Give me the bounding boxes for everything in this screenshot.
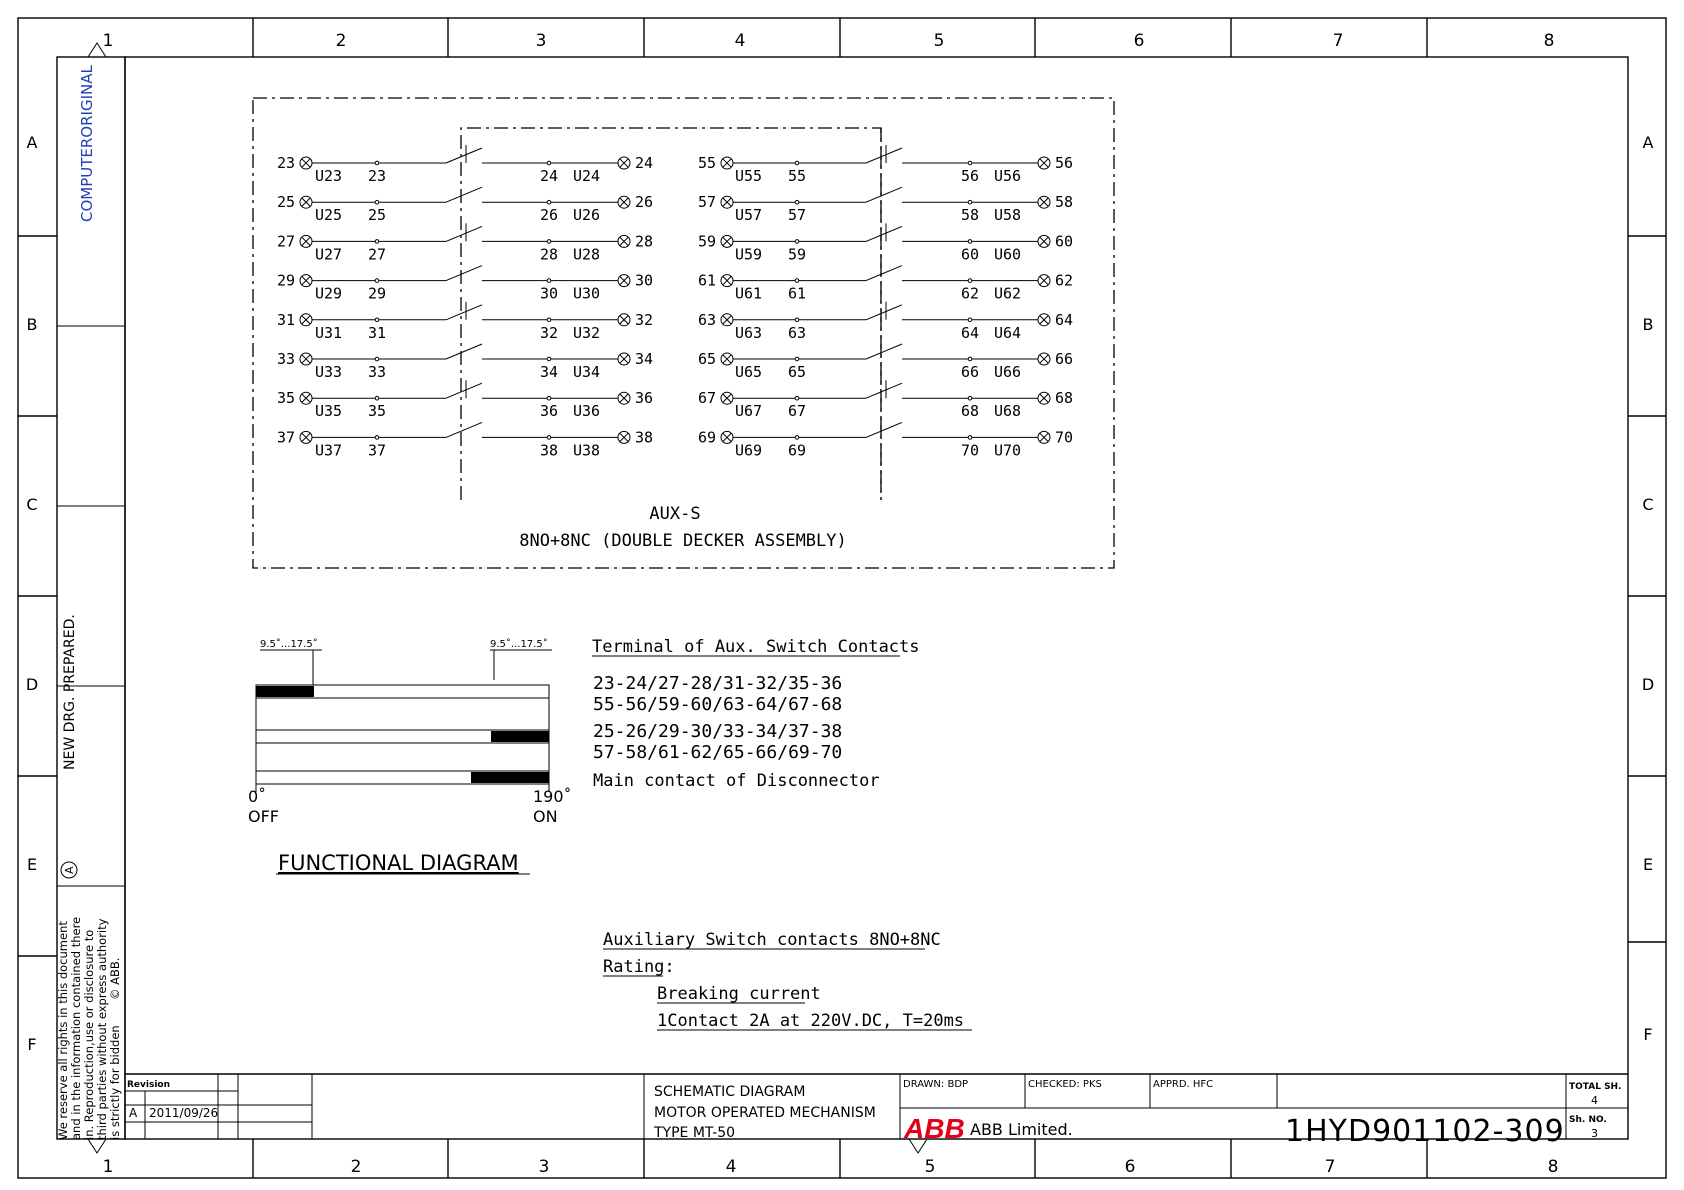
node-label-34: 34 [539, 363, 559, 381]
switch-blade-23-24 [446, 148, 482, 163]
node-27 [375, 240, 379, 244]
rating-notes [603, 930, 972, 1031]
col-label-7: 7 [1332, 31, 1344, 51]
wire-tag-U63: U63 [735, 323, 763, 342]
computer-original-stamp: COMPUTERORIGINAL [78, 65, 96, 222]
functional-diagram [248, 637, 920, 875]
legend-line-4: 57-58/61-62/65-66/69-70 [593, 742, 843, 763]
drawing-number: 1HYD901102-309 [1285, 1114, 1565, 1149]
node-60 [968, 240, 972, 244]
row-label-B: B [26, 315, 38, 334]
switch-blade-25-26 [446, 187, 482, 202]
switch-blade-37-38 [446, 422, 482, 437]
terminal-label-25: 25 [276, 193, 295, 212]
switch-blade-29-30 [446, 266, 482, 281]
row-label-E: E [26, 855, 38, 874]
wire-tag-U60: U60 [994, 245, 1022, 264]
node-33 [375, 357, 379, 361]
col-label-6: 6 [1133, 31, 1145, 51]
contact-rows [277, 145, 1073, 459]
switch-blade-67-68 [866, 383, 902, 398]
node-label-27: 27 [367, 245, 387, 264]
switch-blade-33-34 [446, 344, 482, 359]
drawn-by: DRAWN: BDP [903, 1079, 969, 1090]
angle-left-label: 9.5˚...17.5˚ [260, 639, 318, 650]
node-label-37: 37 [367, 441, 387, 460]
row-labels-left [26, 133, 38, 1054]
row-label-C-right: C [1642, 495, 1654, 514]
wire-tag-U37: U37 [315, 441, 343, 460]
row-label-D-right: D [1641, 675, 1655, 694]
node-68 [968, 396, 972, 400]
wire-tag-U58: U58 [994, 206, 1022, 225]
wire-tag-U35: U35 [315, 402, 343, 421]
terminal-label-24: 24 [635, 154, 654, 172]
copyright-block [56, 917, 122, 1140]
node-label-70: 70 [960, 441, 980, 460]
wire-tag-U67: U67 [735, 402, 763, 421]
wire-tag-U26: U26 [573, 206, 601, 225]
row-label-D: D [25, 675, 39, 694]
revision-date: 2011/09/26 [149, 1106, 219, 1120]
bar-nc-closed-segment [256, 686, 314, 697]
node-61 [795, 279, 799, 283]
node-label-24: 24 [539, 167, 559, 185]
node-67 [795, 396, 799, 400]
col-label-3: 3 [535, 31, 547, 51]
column-labels-top [103, 31, 1555, 51]
wire-tag-U69: U69 [735, 441, 763, 460]
terminal-label-55: 55 [697, 154, 716, 172]
aux-switch-block [253, 98, 1114, 568]
revision-mark: A [63, 866, 76, 874]
switch-blade-55-56 [866, 148, 902, 163]
node-label-58: 58 [960, 206, 980, 225]
terminal-label-38: 38 [635, 428, 654, 447]
wire-tag-U31: U31 [315, 323, 343, 342]
node-32 [547, 318, 551, 322]
terminal-label-59: 59 [697, 232, 716, 251]
node-label-31: 31 [367, 323, 387, 342]
wire-tag-U57: U57 [735, 206, 763, 225]
terminal-label-30: 30 [635, 271, 654, 290]
legend-heading: Terminal of Aux. Switch Contacts [592, 637, 920, 657]
revision-letter: A [129, 1106, 138, 1120]
mechanical-link-left [461, 128, 881, 500]
company-name: ABB Limited. [970, 1120, 1073, 1139]
title-block [125, 1074, 1628, 1149]
abb-logo-text: ABB [904, 1113, 965, 1144]
col-label-6-bottom: 6 [1124, 1157, 1136, 1177]
copyright-sign: © ABB. [108, 957, 122, 1000]
node-label-26: 26 [539, 206, 559, 225]
node-70 [968, 436, 972, 440]
node-23 [375, 161, 379, 165]
start-angle: 0˚ [248, 787, 267, 806]
terminal-label-56: 56 [1055, 154, 1074, 172]
wire-tag-U55: U55 [735, 167, 763, 185]
switch-blade-61-62 [866, 266, 902, 281]
node-label-38: 38 [539, 441, 559, 460]
terminal-label-58: 58 [1055, 193, 1074, 212]
node-label-28: 28 [539, 245, 559, 264]
wire-tag-U38: U38 [573, 441, 601, 460]
abb-logo-icon [903, 1113, 965, 1144]
sheet-number-label: Sh. NO. [1569, 1115, 1607, 1125]
node-label-64: 64 [960, 323, 980, 342]
terminal-label-34: 34 [635, 350, 654, 368]
row-label-B-right: B [1642, 315, 1654, 334]
wire-tag-U62: U62 [994, 284, 1022, 303]
col-label-1-bottom: 1 [102, 1157, 114, 1177]
drawing-frame [18, 18, 1666, 1178]
node-label-35: 35 [367, 402, 387, 421]
terminal-label-66: 66 [1055, 350, 1074, 368]
terminal-label-31: 31 [276, 310, 295, 329]
terminal-label-23: 23 [276, 154, 295, 172]
node-56 [968, 161, 972, 165]
wire-tag-U61: U61 [735, 284, 763, 303]
node-36 [547, 396, 551, 400]
checked-by: CHECKED: PKS [1028, 1079, 1102, 1090]
copyright-line-5: is strictly for bidden [108, 1025, 122, 1140]
terminal-label-33: 33 [276, 350, 295, 368]
node-69 [795, 436, 799, 440]
terminal-label-57: 57 [697, 193, 716, 212]
node-26 [547, 200, 551, 204]
col-label-5-bottom: 5 [924, 1157, 936, 1177]
switch-blade-59-60 [866, 226, 902, 241]
node-label-65: 65 [787, 363, 807, 381]
col-label-4: 4 [734, 31, 746, 51]
end-angle: 190˚ [533, 787, 572, 806]
copyright-line-2: and in the information contained there [69, 916, 83, 1140]
switch-blade-65-66 [866, 344, 902, 359]
wire-tag-U65: U65 [735, 363, 763, 381]
terminal-label-67: 67 [697, 389, 716, 408]
terminal-label-35: 35 [276, 389, 295, 408]
node-38 [547, 436, 551, 440]
terminal-label-70: 70 [1055, 428, 1074, 447]
terminal-label-63: 63 [697, 310, 716, 329]
node-65 [795, 357, 799, 361]
node-label-56: 56 [960, 167, 980, 185]
node-label-67: 67 [787, 402, 807, 421]
node-label-68: 68 [960, 402, 980, 421]
wire-tag-U64: U64 [994, 323, 1022, 342]
legend-line-1: 23-24/27-28/31-32/35-36 [593, 673, 843, 694]
col-label-7-bottom: 7 [1324, 1157, 1336, 1177]
row-label-F: F [27, 1035, 37, 1054]
legend-line-3: 25-26/29-30/33-34/37-38 [593, 721, 843, 742]
terminal-label-37: 37 [276, 428, 295, 447]
node-label-25: 25 [367, 206, 387, 225]
col-label-8-bottom: 8 [1547, 1157, 1559, 1177]
wire-tag-U56: U56 [994, 167, 1022, 185]
node-25 [375, 200, 379, 204]
switch-blade-31-32 [446, 305, 482, 320]
legend-line-5: Main contact of Disconnector [593, 771, 880, 791]
terminal-label-27: 27 [276, 232, 295, 251]
col-label-5: 5 [933, 31, 945, 51]
node-66 [968, 357, 972, 361]
node-label-62: 62 [960, 284, 980, 303]
note-breaking-current: Breaking current [657, 984, 821, 1004]
node-37 [375, 436, 379, 440]
node-29 [375, 279, 379, 283]
node-28 [547, 240, 551, 244]
node-label-32: 32 [539, 323, 559, 342]
wire-tag-U36: U36 [573, 402, 601, 421]
node-label-55: 55 [787, 167, 807, 185]
node-63 [795, 318, 799, 322]
title-desc-line-3: TYPE MT-50 [654, 1125, 736, 1141]
functional-title: FUNCTIONAL DIAGRAM [278, 851, 519, 875]
note-contact-rating: 1Contact 2A at 220V.DC, T=20ms [657, 1011, 965, 1031]
node-58 [968, 200, 972, 204]
end-state: ON [533, 807, 558, 826]
wire-tag-U33: U33 [315, 363, 343, 381]
sheet-number-value: 3 [1591, 1127, 1598, 1140]
terminal-label-61: 61 [697, 271, 716, 290]
terminal-label-60: 60 [1055, 232, 1074, 251]
terminal-label-69: 69 [697, 428, 716, 447]
node-label-69: 69 [787, 441, 807, 460]
node-30 [547, 279, 551, 283]
wire-tag-U24: U24 [573, 167, 601, 185]
wire-tag-U28: U28 [573, 245, 601, 264]
node-label-60: 60 [960, 245, 980, 264]
switch-blade-63-64 [866, 305, 902, 320]
node-label-66: 66 [960, 363, 980, 381]
node-55 [795, 161, 799, 165]
revision-note: NEW DRG. PREPARED. [62, 614, 78, 770]
wire-tag-U34: U34 [573, 363, 601, 381]
node-label-57: 57 [787, 206, 807, 225]
legend-line-2: 55-56/59-60/63-64/67-68 [593, 694, 843, 715]
node-57 [795, 200, 799, 204]
terminal-label-36: 36 [635, 389, 654, 408]
node-59 [795, 240, 799, 244]
wire-tag-U68: U68 [994, 402, 1022, 421]
terminal-label-65: 65 [697, 350, 716, 368]
copyright-line-1: We reserve all rights in this document [56, 921, 70, 1140]
title-desc-line-1: SCHEMATIC DIAGRAM [654, 1084, 806, 1100]
switch-blade-57-58 [866, 187, 902, 202]
wire-tag-U66: U66 [994, 363, 1022, 381]
revision-header: Revision [127, 1080, 171, 1090]
row-label-A-right: A [1642, 133, 1654, 152]
aux-title: AUX-S [649, 504, 701, 524]
terminal-label-32: 32 [635, 310, 654, 329]
node-label-23: 23 [367, 167, 387, 185]
switch-blade-69-70 [866, 422, 902, 437]
title-desc-line-2: MOTOR OPERATED MECHANISM [654, 1105, 876, 1121]
row-labels-right [1642, 133, 1654, 1044]
wire-tag-U29: U29 [315, 284, 343, 303]
wire-tag-U59: U59 [735, 245, 763, 264]
approved-by: APPRD. HFC [1153, 1079, 1214, 1090]
terminal-label-28: 28 [635, 232, 654, 251]
terminal-label-26: 26 [635, 193, 654, 212]
row-label-E-right: E [1642, 855, 1654, 874]
start-state: OFF [248, 807, 279, 826]
angle-right-label: 9.5˚...17.5˚ [490, 639, 548, 650]
col-label-1: 1 [102, 31, 114, 51]
note-aux-contacts: Auxiliary Switch contacts 8NO+8NC [603, 930, 941, 950]
node-label-36: 36 [539, 402, 559, 421]
wire-tag-U70: U70 [994, 441, 1022, 460]
bar-main-closed-segment [471, 772, 549, 783]
note-rating: Rating: [603, 957, 675, 977]
node-label-59: 59 [787, 245, 807, 264]
node-label-61: 61 [787, 284, 807, 303]
node-label-30: 30 [539, 284, 559, 303]
col-label-8: 8 [1543, 31, 1555, 51]
side-strip [56, 57, 125, 1140]
row-label-F-right: F [1643, 1025, 1653, 1044]
terminal-label-64: 64 [1055, 310, 1074, 329]
wire-tag-U25: U25 [315, 206, 343, 225]
row-label-C: C [26, 495, 38, 514]
col-label-2-bottom: 2 [350, 1157, 362, 1177]
col-label-2: 2 [335, 31, 347, 51]
col-label-4-bottom: 4 [725, 1157, 737, 1177]
copyright-line-4: third parties without express authority [95, 918, 109, 1140]
total-sheets-label: TOTAL SH. [1569, 1082, 1622, 1092]
node-24 [547, 161, 551, 165]
terminal-label-62: 62 [1055, 271, 1074, 290]
bar-no-closed-segment [491, 731, 549, 742]
switch-blade-35-36 [446, 383, 482, 398]
terminal-label-29: 29 [276, 271, 295, 290]
node-62 [968, 279, 972, 283]
node-label-33: 33 [367, 363, 387, 381]
col-label-3-bottom: 3 [538, 1157, 550, 1177]
wire-tag-U27: U27 [315, 245, 343, 264]
node-35 [375, 396, 379, 400]
node-64 [968, 318, 972, 322]
column-labels-bottom [103, 1157, 1559, 1177]
node-31 [375, 318, 379, 322]
wire-tag-U30: U30 [573, 284, 601, 303]
wire-tag-U32: U32 [573, 323, 601, 342]
total-sheets-value: 4 [1591, 1094, 1598, 1107]
row-label-A: A [26, 133, 38, 152]
node-label-63: 63 [787, 323, 807, 342]
copyright-line-3: in. Reproduction,use or disclosure to [82, 929, 96, 1140]
switch-blade-27-28 [446, 226, 482, 241]
node-34 [547, 357, 551, 361]
aux-subtitle: 8NO+8NC (DOUBLE DECKER ASSEMBLY) [519, 531, 847, 551]
node-label-29: 29 [367, 284, 387, 303]
terminal-label-68: 68 [1055, 389, 1074, 408]
wire-tag-U23: U23 [315, 167, 343, 185]
